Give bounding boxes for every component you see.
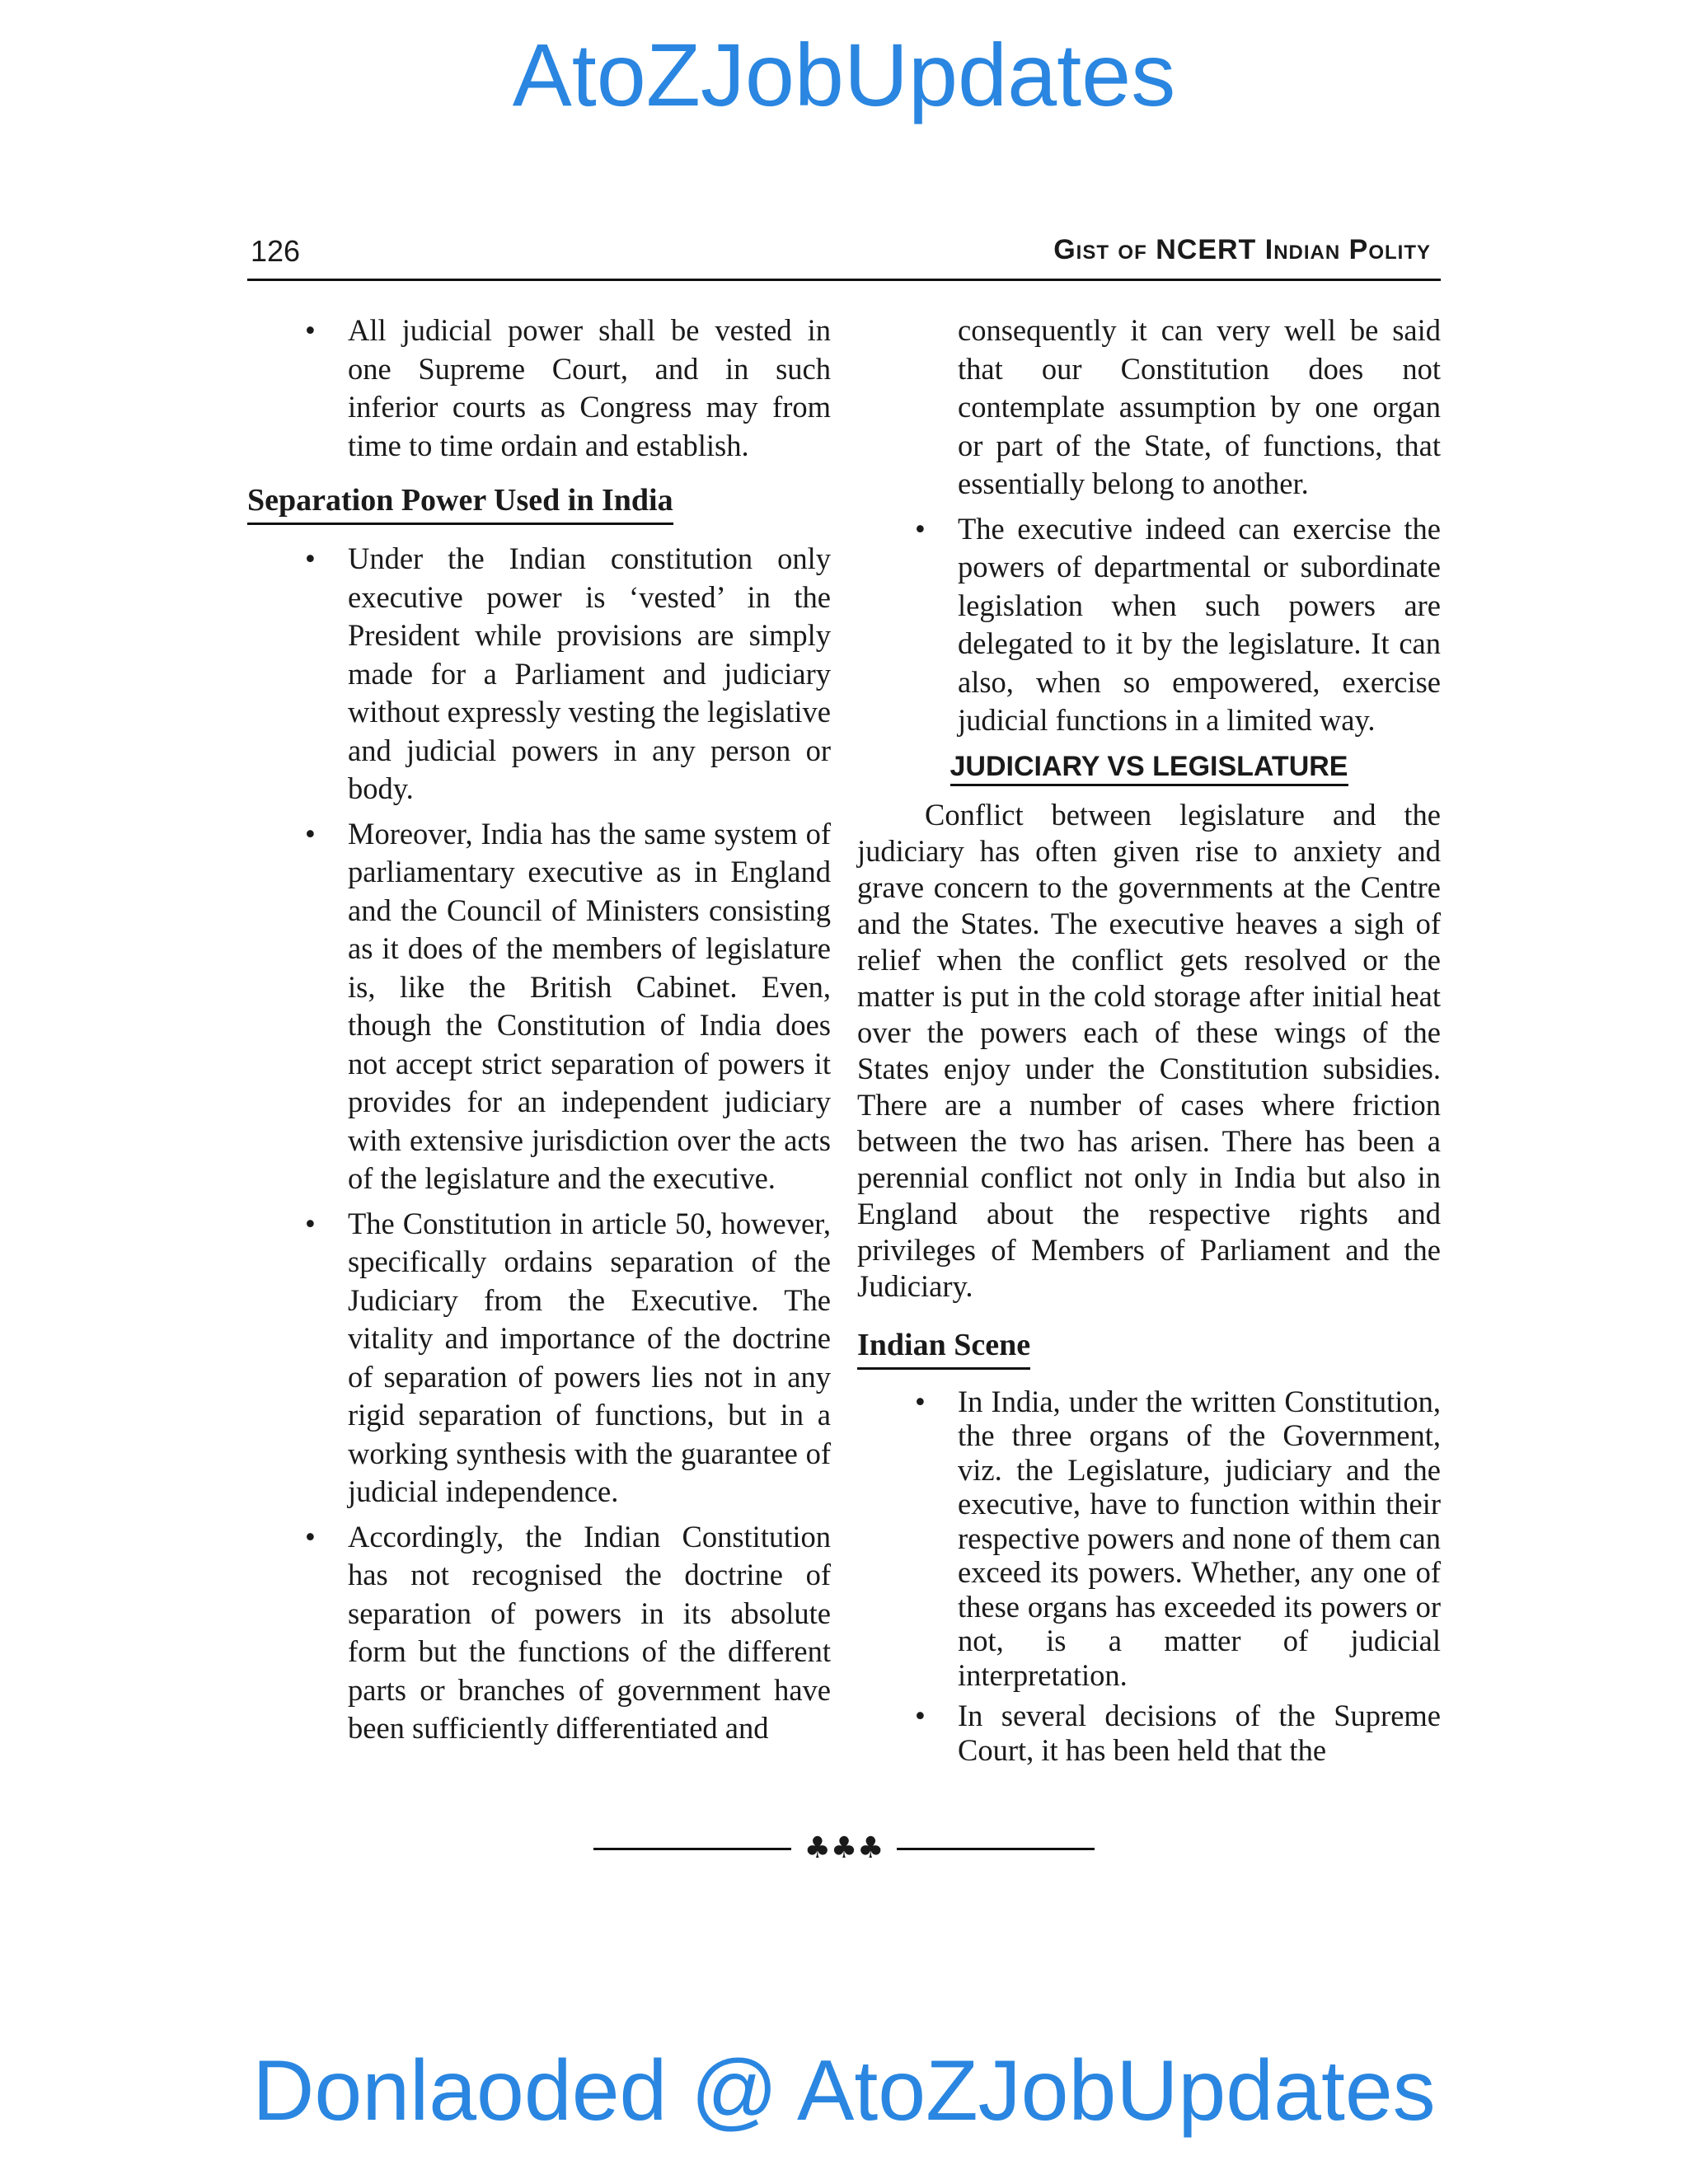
continued-text: consequently it can very well be said that our Constitution does not contemplate assumption by one organ or part of the State, of functions, that essentially belong to another. — [958, 313, 1441, 500]
list-item: • The Constitution in article 50, however, specifically ordains separation of the Judiciary from the Executive. The vitality and importance of the doctrine of separation of powers lies not in any rigid separation of functions, but in a working synthesis with the guarantee of judicial independence. — [247, 1205, 831, 1511]
separation-bullet-list — [247, 540, 831, 1748]
right-column — [857, 312, 1441, 1774]
section-heading-separation: Separation Power Used in India — [247, 480, 673, 525]
section-heading-judiciary: JUDICIARY VS LEGISLATURE — [950, 751, 1348, 786]
list-item: • In several decisions of the Supreme Court, it has been held that the — [857, 1699, 1441, 1767]
list-item: • Moreover, India has the same system of parliamentary executive as in England and the Council of Ministers consisting as it does of the members of legislature is, like the British Cabinet. Even, though the Constitution of India does not accept strict separation of powers it provides for an independent judiciary with extensive jurisdiction over the acts of the legislature and the executive. — [247, 815, 831, 1198]
list-item: • The executive indeed can exercise the powers of departmental or subordinate legislation when such powers are delegated to it by the legislature. It can also, when so empowered, exercise judicial functions in a limited way. — [857, 510, 1441, 740]
list-item: • All judicial power shall be vested in one Supreme Court, and in such inferior courts as Congress may from time to time ordain and establish. — [247, 312, 831, 465]
body-paragraph: Conflict between legislature and the judiciary has often given rise to anxiety and grave concern to the governments at the Centre and the States. The executive heaves a sigh of relief when the conflict gets resolved or the matter is put in the cold storage after initial heat over the powers each of these wings of the States enjoy under the Constitution subsidies. There are a number of cases where friction between the two has arisen. There has been a perennial conflict not only in India but also in England about the respective rights and privileges of Members of Parliament and the Judiciary. — [857, 797, 1441, 1303]
executive-bullet-list — [857, 510, 1441, 740]
running-title: Gist of NCERT Indian Polity — [1053, 234, 1431, 265]
list-item: • Accordingly, the Indian Constitution has not recognised the doctrine of separation of powers in its absolute form but the functions of the different parts or branches of government have been sufficiently differentiated and — [247, 1518, 831, 1748]
left-column — [247, 312, 831, 1755]
page-header — [247, 229, 1441, 281]
page-number: 126 — [251, 234, 301, 268]
watermark-bottom: Donlaoded @ AtoZJobUpdates — [252, 2043, 1436, 2139]
list-item: • In India, under the written Constitution, the three organs of the Government, viz. the Legislature, judiciary and the executive, have to function within their respective powers and none of them can exceed its powers. Whether, any one of these organs has exceeded its powers or not, is a matter of judicial interpretation. — [857, 1385, 1441, 1693]
section-heading-indian-scene: Indian Scene — [857, 1324, 1030, 1370]
list-item: • Under the Indian constitution only executive power is ‘vested’ in the President while provisions are simply made for a Parliament and judiciary without expressly vesting the legislative and judicial powers in any person or body. — [247, 540, 831, 808]
indian-scene-bullet-list — [857, 1385, 1441, 1768]
clubs-icon: ♣♣♣ — [804, 1831, 884, 1865]
watermark-top: AtoZJobUpdates — [512, 25, 1176, 124]
heading-wrapper — [857, 747, 1441, 785]
end-ornament — [593, 1828, 1095, 1869]
intro-bullet-list — [247, 312, 831, 465]
ornament-rule-right — [897, 1848, 1095, 1850]
